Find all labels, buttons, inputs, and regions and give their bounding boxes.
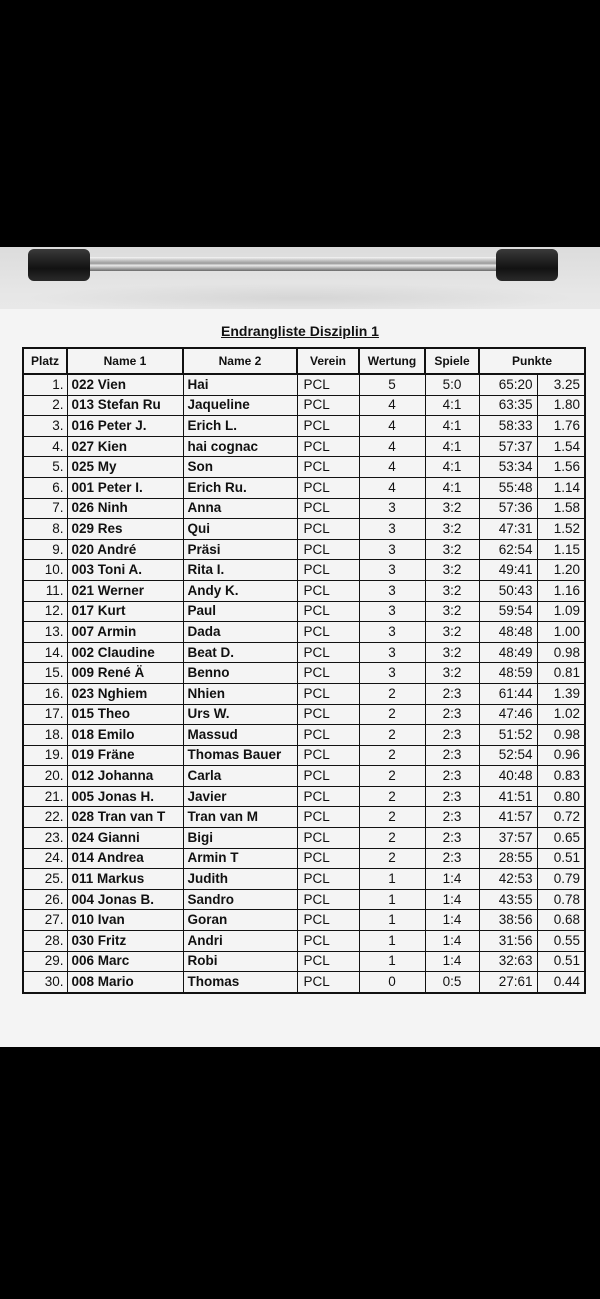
cell-name1: 016 Peter J. — [67, 416, 183, 437]
page-title: Endrangliste Disziplin 1 — [221, 323, 379, 339]
table-row — [23, 663, 585, 684]
cell-name1: 030 Fritz — [67, 931, 183, 952]
cell-ratio: 0.80 — [537, 786, 585, 807]
cell-spiele: 3:2 — [425, 601, 479, 622]
cell-wertung: 3 — [359, 498, 425, 519]
cell-spiele: 3:2 — [425, 519, 479, 540]
cell-name1: 007 Armin — [67, 622, 183, 643]
cell-ratio: 1.76 — [537, 416, 585, 437]
cell-platz: 25. — [23, 869, 67, 890]
cell-score: 49:41 — [479, 560, 537, 581]
cell-platz: 6. — [23, 477, 67, 498]
cell-verein: PCL — [297, 457, 359, 478]
cell-name1: 019 Fräne — [67, 745, 183, 766]
cell-name1: 011 Markus — [67, 869, 183, 890]
cell-ratio: 1.20 — [537, 560, 585, 581]
cell-verein: PCL — [297, 786, 359, 807]
cell-name1: 024 Gianni — [67, 828, 183, 849]
cell-platz: 5. — [23, 457, 67, 478]
cell-name2: Hai — [183, 374, 297, 395]
cell-wertung: 2 — [359, 786, 425, 807]
cell-name2: Judith — [183, 869, 297, 890]
cell-name2: Erich Ru. — [183, 477, 297, 498]
cell-name2: Jaqueline — [183, 395, 297, 416]
cell-platz: 19. — [23, 745, 67, 766]
cell-spiele: 3:2 — [425, 622, 479, 643]
cell-ratio: 1.14 — [537, 477, 585, 498]
cell-name1: 004 Jonas B. — [67, 889, 183, 910]
cell-name2: Rita I. — [183, 560, 297, 581]
cell-score: 53:34 — [479, 457, 537, 478]
cell-spiele: 3:2 — [425, 560, 479, 581]
cell-score: 51:52 — [479, 725, 537, 746]
cell-score: 47:31 — [479, 519, 537, 540]
table-row — [23, 931, 585, 952]
cell-wertung: 1 — [359, 951, 425, 972]
cell-name2: Qui — [183, 519, 297, 540]
cell-name2: Paul — [183, 601, 297, 622]
cell-ratio: 3.25 — [537, 374, 585, 395]
table-row — [23, 972, 585, 993]
cell-verein: PCL — [297, 683, 359, 704]
cell-name2: Armin T — [183, 848, 297, 869]
cell-ratio: 1.52 — [537, 519, 585, 540]
cell-platz: 2. — [23, 395, 67, 416]
cell-score: 28:55 — [479, 848, 537, 869]
cell-wertung: 2 — [359, 828, 425, 849]
cell-ratio: 1.16 — [537, 580, 585, 601]
cell-wertung: 2 — [359, 848, 425, 869]
cell-wertung: 3 — [359, 519, 425, 540]
cell-wertung: 3 — [359, 601, 425, 622]
cell-platz: 4. — [23, 436, 67, 457]
cell-score: 63:35 — [479, 395, 537, 416]
cell-verein: PCL — [297, 374, 359, 395]
cell-platz: 26. — [23, 889, 67, 910]
cell-ratio: 0.68 — [537, 910, 585, 931]
cell-wertung: 3 — [359, 663, 425, 684]
table-row — [23, 642, 585, 663]
cell-verein: PCL — [297, 745, 359, 766]
cell-spiele: 1:4 — [425, 869, 479, 890]
cell-name2: Son — [183, 457, 297, 478]
cell-platz: 20. — [23, 766, 67, 787]
cell-wertung: 3 — [359, 560, 425, 581]
clipboard-clip-bar — [60, 257, 540, 271]
cell-name1: 025 My — [67, 457, 183, 478]
cell-platz: 22. — [23, 807, 67, 828]
cell-verein: PCL — [297, 951, 359, 972]
cell-platz: 15. — [23, 663, 67, 684]
cell-wertung: 1 — [359, 931, 425, 952]
cell-ratio: 1.56 — [537, 457, 585, 478]
cell-verein: PCL — [297, 725, 359, 746]
cell-ratio: 1.58 — [537, 498, 585, 519]
cell-wertung: 2 — [359, 766, 425, 787]
cell-wertung: 3 — [359, 642, 425, 663]
cell-name1: 010 Ivan — [67, 910, 183, 931]
cell-score: 41:51 — [479, 786, 537, 807]
cell-ratio: 0.51 — [537, 951, 585, 972]
header-punkte: Punkte — [479, 348, 585, 374]
cell-platz: 16. — [23, 683, 67, 704]
cell-verein: PCL — [297, 807, 359, 828]
cell-name2: Carla — [183, 766, 297, 787]
cell-name1: 005 Jonas H. — [67, 786, 183, 807]
cell-ratio: 1.02 — [537, 704, 585, 725]
cell-name1: 018 Emilo — [67, 725, 183, 746]
cell-name1: 015 Theo — [67, 704, 183, 725]
cell-name2: Bigi — [183, 828, 297, 849]
cell-score: 62:54 — [479, 539, 537, 560]
cell-spiele: 4:1 — [425, 477, 479, 498]
cell-verein: PCL — [297, 560, 359, 581]
cell-name1: 014 Andrea — [67, 848, 183, 869]
paper-sheet — [0, 309, 600, 1047]
cell-verein: PCL — [297, 580, 359, 601]
cell-ratio: 1.54 — [537, 436, 585, 457]
header-wertung: Wertung — [359, 348, 425, 374]
table-row — [23, 560, 585, 581]
cell-name1: 003 Toni A. — [67, 560, 183, 581]
cell-score: 58:33 — [479, 416, 537, 437]
table-row — [23, 766, 585, 787]
cell-verein: PCL — [297, 395, 359, 416]
cell-name2: Thomas — [183, 972, 297, 993]
table-row — [23, 477, 585, 498]
cell-name2: Urs W. — [183, 704, 297, 725]
cell-name1: 022 Vien — [67, 374, 183, 395]
cell-verein: PCL — [297, 766, 359, 787]
header-name1: Name 1 — [67, 348, 183, 374]
table-row — [23, 704, 585, 725]
cell-spiele: 2:3 — [425, 848, 479, 869]
header-verein: Verein — [297, 348, 359, 374]
cell-verein: PCL — [297, 869, 359, 890]
cell-name1: 001 Peter I. — [67, 477, 183, 498]
cell-score: 59:54 — [479, 601, 537, 622]
cell-ratio: 0.65 — [537, 828, 585, 849]
cell-verein: PCL — [297, 436, 359, 457]
table-row — [23, 848, 585, 869]
cell-spiele: 1:4 — [425, 889, 479, 910]
cell-name2: Erich L. — [183, 416, 297, 437]
cell-spiele: 2:3 — [425, 704, 479, 725]
cell-verein: PCL — [297, 704, 359, 725]
cell-name2: Tran van M — [183, 807, 297, 828]
cell-ratio: 1.15 — [537, 539, 585, 560]
cell-verein: PCL — [297, 663, 359, 684]
cell-spiele: 3:2 — [425, 642, 479, 663]
cell-ratio: 0.96 — [537, 745, 585, 766]
table-row — [23, 519, 585, 540]
cell-spiele: 2:3 — [425, 807, 479, 828]
cell-platz: 10. — [23, 560, 67, 581]
cell-verein: PCL — [297, 622, 359, 643]
cell-spiele: 1:4 — [425, 931, 479, 952]
cell-name1: 029 Res — [67, 519, 183, 540]
cell-verein: PCL — [297, 889, 359, 910]
cell-ratio: 0.78 — [537, 889, 585, 910]
cell-platz: 9. — [23, 539, 67, 560]
cell-spiele: 1:4 — [425, 910, 479, 931]
table-row — [23, 869, 585, 890]
cell-ratio: 0.83 — [537, 766, 585, 787]
cell-ratio: 1.00 — [537, 622, 585, 643]
table-row — [23, 786, 585, 807]
header-platz: Platz — [23, 348, 67, 374]
cell-wertung: 3 — [359, 622, 425, 643]
cell-name2: Dada — [183, 622, 297, 643]
cell-name2: Nhien — [183, 683, 297, 704]
clip-right-handle — [496, 249, 558, 281]
cell-spiele: 5:0 — [425, 374, 479, 395]
cell-spiele: 2:3 — [425, 766, 479, 787]
cell-score: 32:63 — [479, 951, 537, 972]
cell-score: 47:46 — [479, 704, 537, 725]
cell-wertung: 3 — [359, 580, 425, 601]
cell-verein: PCL — [297, 642, 359, 663]
cell-ratio: 1.39 — [537, 683, 585, 704]
cell-verein: PCL — [297, 477, 359, 498]
header-name2: Name 2 — [183, 348, 297, 374]
cell-platz: 23. — [23, 828, 67, 849]
header-row — [23, 348, 585, 374]
cell-platz: 3. — [23, 416, 67, 437]
cell-name2: Robi — [183, 951, 297, 972]
cell-spiele: 3:2 — [425, 580, 479, 601]
cell-name2: Beat D. — [183, 642, 297, 663]
cell-spiele: 4:1 — [425, 416, 479, 437]
table-row — [23, 416, 585, 437]
cell-score: 61:44 — [479, 683, 537, 704]
cell-wertung: 2 — [359, 807, 425, 828]
cell-platz: 28. — [23, 931, 67, 952]
cell-platz: 30. — [23, 972, 67, 993]
cell-wertung: 1 — [359, 889, 425, 910]
cell-verein: PCL — [297, 539, 359, 560]
cell-ratio: 0.72 — [537, 807, 585, 828]
cell-spiele: 3:2 — [425, 539, 479, 560]
cell-platz: 11. — [23, 580, 67, 601]
cell-platz: 17. — [23, 704, 67, 725]
cell-spiele: 4:1 — [425, 436, 479, 457]
cell-wertung: 4 — [359, 477, 425, 498]
cell-name1: 028 Tran van T — [67, 807, 183, 828]
table-row — [23, 601, 585, 622]
cell-name2: Präsi — [183, 539, 297, 560]
cell-spiele: 2:3 — [425, 786, 479, 807]
cell-spiele: 3:2 — [425, 498, 479, 519]
cell-score: 31:56 — [479, 931, 537, 952]
cell-name1: 006 Marc — [67, 951, 183, 972]
table-row — [23, 622, 585, 643]
cell-ratio: 1.80 — [537, 395, 585, 416]
cell-wertung: 1 — [359, 910, 425, 931]
cell-spiele: 2:3 — [425, 683, 479, 704]
cell-name1: 009 René Ä — [67, 663, 183, 684]
cell-score: 52:54 — [479, 745, 537, 766]
cell-platz: 13. — [23, 622, 67, 643]
table-row — [23, 436, 585, 457]
cell-score: 50:43 — [479, 580, 537, 601]
cell-wertung: 0 — [359, 972, 425, 993]
cell-name2: Sandro — [183, 889, 297, 910]
cell-ratio: 1.09 — [537, 601, 585, 622]
cell-wertung: 4 — [359, 416, 425, 437]
cell-platz: 12. — [23, 601, 67, 622]
cell-platz: 24. — [23, 848, 67, 869]
cell-ratio: 0.79 — [537, 869, 585, 890]
table-row — [23, 828, 585, 849]
cell-score: 48:49 — [479, 642, 537, 663]
cell-score: 65:20 — [479, 374, 537, 395]
table-row — [23, 457, 585, 478]
table-row — [23, 395, 585, 416]
cell-score: 57:36 — [479, 498, 537, 519]
cell-platz: 8. — [23, 519, 67, 540]
cell-platz: 1. — [23, 374, 67, 395]
cell-spiele: 2:3 — [425, 828, 479, 849]
cell-score: 43:55 — [479, 889, 537, 910]
cell-name1: 021 Werner — [67, 580, 183, 601]
cell-wertung: 2 — [359, 725, 425, 746]
results-body — [23, 374, 585, 993]
cell-verein: PCL — [297, 828, 359, 849]
cell-spiele: 1:4 — [425, 951, 479, 972]
table-row — [23, 951, 585, 972]
cell-name2: Thomas Bauer — [183, 745, 297, 766]
cell-ratio: 0.81 — [537, 663, 585, 684]
cell-name1: 013 Stefan Ru — [67, 395, 183, 416]
cell-verein: PCL — [297, 498, 359, 519]
cell-name2: Benno — [183, 663, 297, 684]
clip-left-handle — [28, 249, 90, 281]
cell-verein: PCL — [297, 910, 359, 931]
cell-name2: hai cognac — [183, 436, 297, 457]
cell-wertung: 2 — [359, 704, 425, 725]
cell-name1: 026 Ninh — [67, 498, 183, 519]
cell-score: 42:53 — [479, 869, 537, 890]
cell-wertung: 1 — [359, 869, 425, 890]
cell-name2: Goran — [183, 910, 297, 931]
table-row — [23, 807, 585, 828]
cell-name2: Andri — [183, 931, 297, 952]
cell-wertung: 3 — [359, 539, 425, 560]
results-table — [22, 347, 586, 994]
cell-name1: 023 Nghiem — [67, 683, 183, 704]
cell-wertung: 5 — [359, 374, 425, 395]
cell-ratio: 0.44 — [537, 972, 585, 993]
cell-verein: PCL — [297, 931, 359, 952]
cell-score: 55:48 — [479, 477, 537, 498]
cell-ratio: 0.55 — [537, 931, 585, 952]
cell-score: 38:56 — [479, 910, 537, 931]
cell-name2: Anna — [183, 498, 297, 519]
cell-platz: 29. — [23, 951, 67, 972]
cell-ratio: 0.98 — [537, 642, 585, 663]
cell-name1: 027 Kien — [67, 436, 183, 457]
cell-platz: 7. — [23, 498, 67, 519]
cell-verein: PCL — [297, 416, 359, 437]
cell-score: 41:57 — [479, 807, 537, 828]
cell-platz: 18. — [23, 725, 67, 746]
cell-name1: 020 André — [67, 539, 183, 560]
cell-name1: 012 Johanna — [67, 766, 183, 787]
cell-platz: 27. — [23, 910, 67, 931]
cell-wertung: 2 — [359, 683, 425, 704]
cell-platz: 21. — [23, 786, 67, 807]
header-spiele: Spiele — [425, 348, 479, 374]
cell-ratio: 0.98 — [537, 725, 585, 746]
cell-spiele: 2:3 — [425, 745, 479, 766]
cell-wertung: 4 — [359, 436, 425, 457]
document-photo — [0, 247, 600, 1047]
cell-score: 48:48 — [479, 622, 537, 643]
cell-score: 40:48 — [479, 766, 537, 787]
cell-spiele: 0:5 — [425, 972, 479, 993]
table-row — [23, 725, 585, 746]
cell-wertung: 2 — [359, 745, 425, 766]
table-row — [23, 498, 585, 519]
table-row — [23, 745, 585, 766]
cell-score: 27:61 — [479, 972, 537, 993]
cell-name1: 002 Claudine — [67, 642, 183, 663]
table-row — [23, 910, 585, 931]
cell-spiele: 2:3 — [425, 725, 479, 746]
cell-spiele: 4:1 — [425, 457, 479, 478]
cell-spiele: 4:1 — [425, 395, 479, 416]
cell-name2: Javier — [183, 786, 297, 807]
cell-name1: 017 Kurt — [67, 601, 183, 622]
cell-score: 48:59 — [479, 663, 537, 684]
cell-verein: PCL — [297, 848, 359, 869]
cell-ratio: 0.51 — [537, 848, 585, 869]
cell-verein: PCL — [297, 519, 359, 540]
cell-platz: 14. — [23, 642, 67, 663]
cell-spiele: 3:2 — [425, 663, 479, 684]
table-row — [23, 889, 585, 910]
cell-wertung: 4 — [359, 395, 425, 416]
table-row — [23, 580, 585, 601]
cell-name1: 008 Mario — [67, 972, 183, 993]
cell-verein: PCL — [297, 601, 359, 622]
table-row — [23, 374, 585, 395]
table-row — [23, 683, 585, 704]
cell-score: 37:57 — [479, 828, 537, 849]
cell-verein: PCL — [297, 972, 359, 993]
cell-wertung: 4 — [359, 457, 425, 478]
cell-score: 57:37 — [479, 436, 537, 457]
table-row — [23, 539, 585, 560]
cell-name2: Massud — [183, 725, 297, 746]
cell-name2: Andy K. — [183, 580, 297, 601]
